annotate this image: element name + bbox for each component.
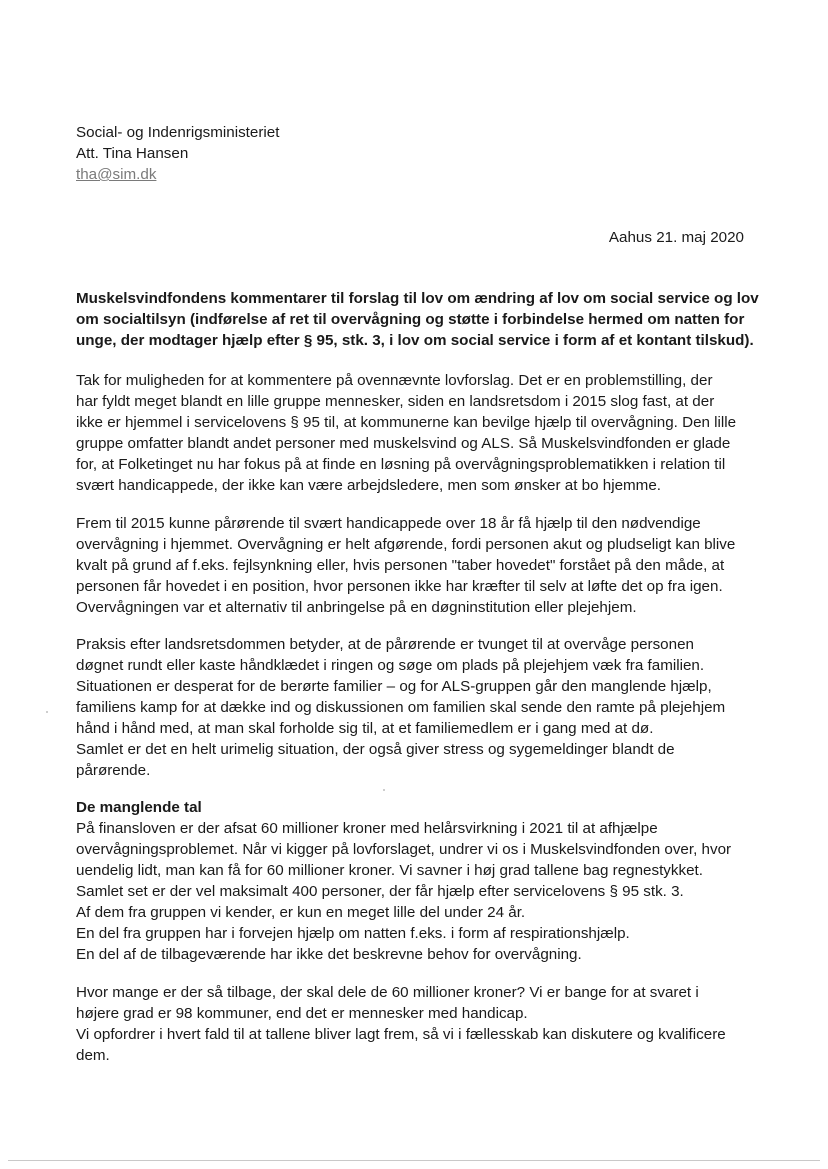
recipient-organization: Social- og Indenrigsministeriet	[76, 124, 280, 141]
paragraph-1-line: svært handicappede, der ikke kan være arbejdsledere, men som ønsker at bo hjemme.	[76, 477, 662, 494]
paragraph-2-line: Overvågningen var et alternativ til anbringelse på en døgninstitution eller plejehjem.	[76, 599, 637, 616]
paragraph-4-line: På finansloven er der afsat 60 millioner kroner med helårsvirkning i 2021 til at afhjælpe	[76, 820, 658, 837]
paragraph-3-line: familiens kamp for at dække ind og diskussionen om familien skal sende den ramte på plejehjem	[76, 699, 726, 716]
paragraph-3-line: Situationen er desperat for de berørte familier – og for ALS-gruppen går den manglende hjælp,	[76, 678, 712, 695]
paragraph-1-line: har fyldt meget blandt en lille gruppe mennesker, siden en landsretsdom i 2015 slog fast, at der	[76, 393, 715, 410]
paragraph-4-line: En del af de tilbageværende har ikke det beskrevne behov for overvågning.	[76, 946, 582, 963]
recipient-attention: Att. Tina Hansen	[76, 145, 189, 162]
recipient-email-link[interactable]: tha@sim.dk	[76, 166, 157, 183]
paragraph-1-line: Tak for muligheden for at kommentere på ovennævnte lovforslag. Det er en problemstilling, der	[76, 372, 713, 389]
paragraph-4-line: En del fra gruppen har i forvejen hjælp om natten f.eks. i form af respirationshjælp.	[76, 925, 630, 942]
paragraph-2-line: overvågning i hjemmet. Overvågning er helt afgørende, fordi personen akut og pludseligt kan blive	[76, 536, 736, 553]
paragraph-3-line: hånd i hånd med, at man skal forholde sig til, at et familiemedlem er i gang med at dø.	[76, 720, 654, 737]
paragraph-5-line: dem.	[76, 1047, 110, 1064]
paragraph-3-line: døgnet rundt eller kaste håndklædet i ringen og søge om plads på plejehjem væk fra familien.	[76, 657, 705, 674]
scan-speck	[46, 711, 48, 713]
paragraph-2-line: Frem til 2015 kunne pårørende til svært handicappede over 18 år få hjælp til den nødvendige	[76, 515, 701, 532]
title-line: om socialtilsyn (indførelse af ret til overvågning og støtte i forbindelse hermed om natten for	[76, 311, 745, 328]
paragraph-1-line: gruppe omfatter blandt andet personer med muskelsvind og ALS. Så Muskelsvindfonden er glade	[76, 435, 731, 452]
title-line: unge, der modtager hjælp efter § 95, stk. 3, i lov om social service i form af et kontant tilskud).	[76, 332, 754, 349]
paragraph-1-line: for, at Folketinget nu har fokus på at finde en løsning på overvågningsproblematikken i relation til	[76, 456, 726, 473]
paragraph-4-line: Samlet set er der vel maksimalt 400 personer, der får hjælp efter servicelovens § 95 stk. 3.	[76, 883, 684, 900]
scan-speck	[383, 789, 385, 791]
title-line: Muskelsvindfondens kommentarer til forslag til lov om ændring af lov om social service og lov	[76, 290, 759, 307]
paragraph-5-line: Hvor mange er der så tilbage, der skal dele de 60 millioner kroner? Vi er bange for at svaret i	[76, 984, 699, 1001]
paragraph-4-line: uendelig lidt, man kan få for 60 millioner kroner. Vi savner i høj grad tallene bag regnestykket.	[76, 862, 703, 879]
paragraph-1-line: ikke er hjemmel i servicelovens § 95 til, at kommunerne kan bevilge hjælp til overvågning. Den lille	[76, 414, 737, 431]
paragraph-4-line: Af dem fra gruppen vi kender, er kun en meget lille del under 24 år.	[76, 904, 526, 921]
paragraph-5-line: Vi opfordrer i hvert fald til at tallene bliver lagt frem, så vi i fællesskab kan diskutere og kvalificere	[76, 1026, 726, 1043]
paragraph-3-line: Praksis efter landsretsdommen betyder, at de pårørende er tvunget til at overvåge personen	[76, 636, 694, 653]
paragraph-2-line: personen får hovedet i en position, hvor personen ikke har kræfter til selv at løfte det op fra igen.	[76, 578, 723, 595]
paragraph-2-line: kvalt på grund af f.eks. fejlsynkning eller, hvis personen "taber hovedet" forstået på den måde, at	[76, 557, 725, 574]
section-heading: De manglende tal	[76, 799, 202, 816]
paragraph-3-line: Samlet er det en helt urimelig situation, der også giver stress og sygemeldinger blandt de	[76, 741, 675, 758]
paragraph-5-line: højere grad er 98 kommuner, end det er mennesker med handicap.	[76, 1005, 528, 1022]
paragraph-4-line: overvågningsproblemet. Når vi kigger på lovforslaget, undrer vi os i Muskelsvindfonden over, hvor	[76, 841, 732, 858]
letter-date: Aahus 21. maj 2020	[608, 229, 744, 246]
paragraph-3-line: pårørende.	[76, 762, 151, 779]
page-bottom-edge	[8, 1160, 820, 1161]
